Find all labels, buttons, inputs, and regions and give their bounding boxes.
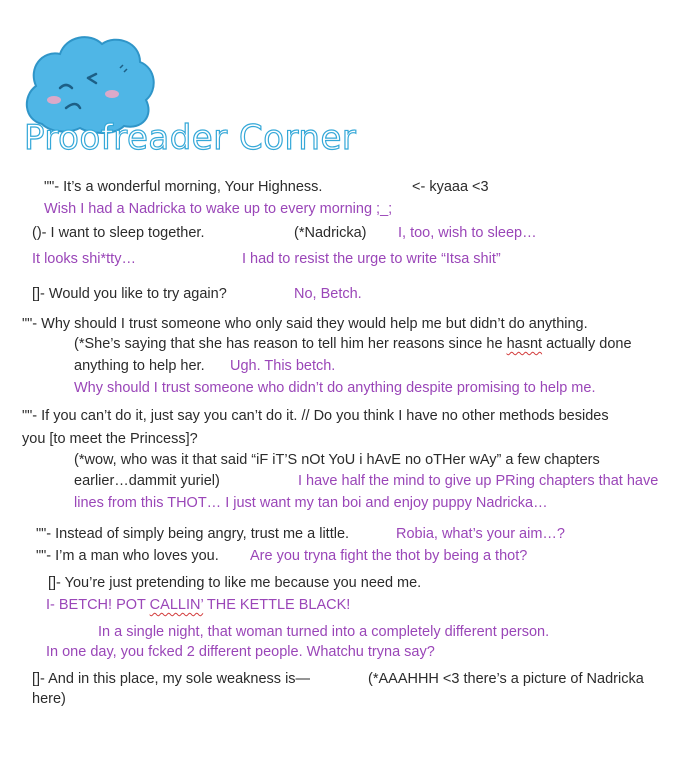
dialogue-line: ""- Why should I trust someone who only said they would help me but didn’t do anything. [22,316,588,332]
dialogue-line: []- You’re just pretending to like me because you need me. [48,575,422,591]
proofreader-comment: I have half the mind to give up PRing chapters that have [298,473,659,489]
translator-note: (*wow, who was it that said “iF iT’S nOt YoU i hAvE no oTHer wAy” a few chapters [74,452,600,468]
proofreader-comment: In one day, you fcked 2 different people. Whatchu tryna say? [46,644,435,660]
proofreader-comment: lines from this THOT… I just want my tan boi and enjoy puppy Nadricka… [74,495,548,511]
proofreader-comment: No, Betch. [294,286,362,302]
dialogue-line: ""- I’m a man who loves you. [36,548,219,564]
dialogue-line: ""- It’s a wonderful morning, Your Highness. [44,179,323,195]
proofreader-comment: I had to resist the urge to write “Itsa shit” [242,251,501,267]
translator-note: here) [32,691,66,707]
proofreader-comment: In a single night, that woman turned into a completely different person. [98,624,550,640]
proofreader-comment: Are you tryna fight the thot by being a thot? [250,548,528,564]
translator-note: (*AAAHHH <3 there’s a picture of Nadricka [368,671,644,687]
proofreader-comment: Wish I had a Nadricka to wake up to every morning ;_; [44,201,393,217]
translator-note: earlier…dammit yuriel) [74,473,220,489]
translator-note [74,335,632,353]
dialogue-line: ""- Instead of simply being angry, trust me a little. [36,526,350,542]
dialogue-line: []- And in this place, my sole weakness is— [32,671,311,687]
proofreader-comment: Ugh. This betch. [230,358,336,374]
comment-text: I- BETCH! POT [46,597,150,613]
translator-note-text: actually done [542,336,632,352]
dialogue-line: []- Would you like to try again? [32,286,227,302]
misspelled-word: CALLIN’ [149,597,204,613]
misspelled-word: hasnt [506,336,543,352]
proofreader-comment: It looks shi*tty… [32,251,136,267]
dialogue-note: (*Nadricka) [294,225,367,241]
proofreader-comment: Why should I trust someone who didn’t do anything despite promising to help me. [74,380,596,396]
proofreader-comment: I, too, wish to sleep… [398,225,537,241]
dialogue-line: ()- I want to sleep together. [32,225,205,241]
dialogue-note: <- kyaaa <3 [412,179,489,195]
dialogue-line: you [to meet the Princess]? [22,431,198,447]
comment-text: THE KETTLE BLACK! [203,597,351,613]
proofreader-comment: Robia, what’s your aim…? [396,526,565,542]
translator-note-text: (*She’s saying that she has reason to tell him her reasons since he [74,336,503,352]
page-title: Proofreader Corner [24,118,357,158]
dialogue-line: ""- If you can’t do it, just say you can’t do it. // Do you think I have no other methods besides [22,408,609,424]
proofreader-comment [46,596,350,614]
translator-note: anything to help her. [74,358,205,374]
